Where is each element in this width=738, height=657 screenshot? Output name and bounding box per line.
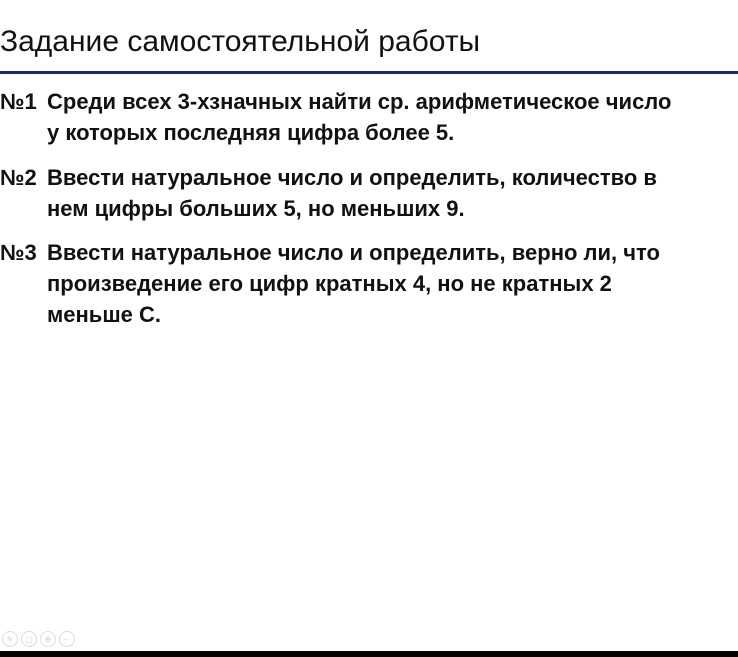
task-line (0, 162, 657, 193)
task-item-1 (0, 86, 671, 148)
task-number: №2 (0, 165, 37, 190)
task-text: меньше С. (47, 302, 162, 327)
task-text: Ввести натуральное число и определить, количество в (47, 165, 657, 190)
more-icon[interactable]: ⋯ (59, 631, 75, 647)
zoom-icon[interactable]: ⊕ (40, 631, 56, 647)
pen-icon[interactable]: ✎ (2, 631, 18, 647)
task-number: №3 (0, 240, 37, 265)
task-line (0, 86, 671, 117)
slide-title: Задание самостоятельной работы (0, 25, 481, 58)
task-text: Среди всех 3-хзначных найти ср. арифметическое число (47, 89, 672, 114)
task-text: нем цифры больших 5, но меньших 9. (47, 196, 465, 221)
slideshow-controls (2, 631, 75, 647)
task-text: у которых последняя цифра более 5. (47, 120, 455, 145)
task-item-2 (0, 162, 657, 224)
bottom-bar (0, 651, 738, 657)
task-number: №1 (0, 89, 37, 114)
task-line (0, 237, 660, 268)
title-divider (0, 71, 738, 74)
task-text: произведение его цифр кратных 4, но не кратных 2 (47, 271, 612, 296)
slides-icon[interactable]: ▢ (21, 631, 37, 647)
task-item-3 (0, 237, 660, 330)
task-text: Ввести натуральное число и определить, верно ли, что (47, 240, 660, 265)
